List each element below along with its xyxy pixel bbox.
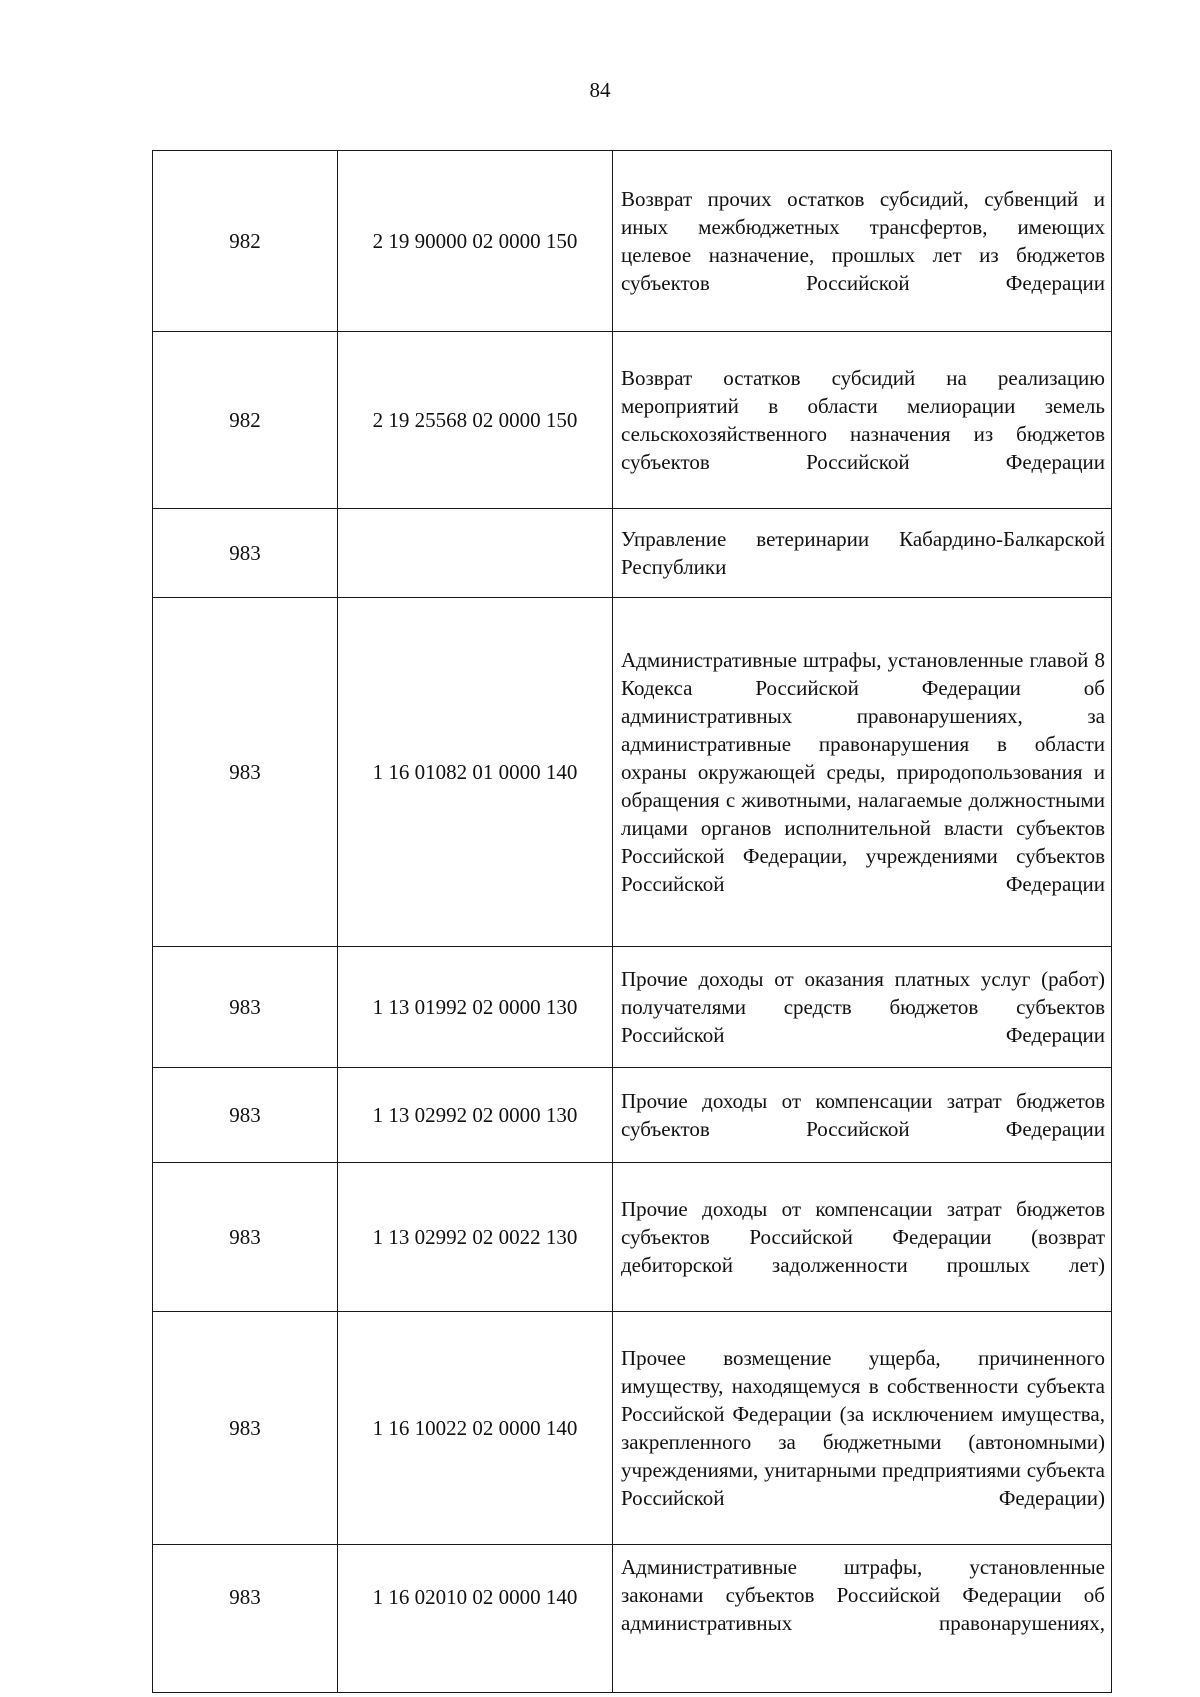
description-cell: Прочее возмещение ущерба, причиненного имуществу, находящемуся в собственности субъекта Российской Федерации (за исключением имущества, закрепленного за бюджетными (автономными) учреждениями, унитарными предприятиями субъекта Российской Федерации)	[613, 1312, 1112, 1545]
description-cell: Прочие доходы от компенсации затрат бюджетов субъектов Российской Федерации	[613, 1068, 1112, 1163]
table-row	[153, 151, 1112, 332]
budget-classification-table	[152, 150, 1112, 1693]
revenue-code-cell: 1 16 10022 02 0000 140	[338, 1312, 613, 1545]
admin-code-cell: 983	[153, 509, 338, 598]
table-row	[153, 509, 1112, 598]
description-cell: Прочие доходы от компенсации затрат бюджетов субъектов Российской Федерации (возврат дебиторской задолженности прошлых лет)	[613, 1163, 1112, 1312]
description-cell: Возврат прочих остатков субсидий, субвенций и иных межбюджетных трансфертов, имеющих целевое назначение, прошлых лет из бюджетов субъектов Российской Федерации	[613, 151, 1112, 332]
table-row	[153, 1312, 1112, 1545]
revenue-code-cell: 1 13 01992 02 0000 130	[338, 947, 613, 1068]
admin-code-cell: 983	[153, 947, 338, 1068]
description-cell: Административные штрафы, установленные законами субъектов Российской Федерации об административных правонарушениях,	[613, 1545, 1112, 1693]
description-cell: Прочие доходы от оказания платных услуг (работ) получателями средств бюджетов субъектов Российской Федерации	[613, 947, 1112, 1068]
table-row	[153, 947, 1112, 1068]
description-cell: Управление ветеринарии Кабардино-Балкарской Республики	[613, 509, 1112, 598]
admin-code-cell: 983	[153, 1545, 338, 1693]
table-row	[153, 332, 1112, 509]
revenue-code-cell: 1 13 02992 02 0022 130	[338, 1163, 613, 1312]
description-cell: Возврат остатков субсидий на реализацию мероприятий в области мелиорации земель сельскохозяйственного назначения из бюджетов субъектов Российской Федерации	[613, 332, 1112, 509]
revenue-code-cell: 2 19 25568 02 0000 150	[338, 332, 613, 509]
admin-code-cell: 983	[153, 1163, 338, 1312]
revenue-code-cell: 1 16 01082 01 0000 140	[338, 598, 613, 947]
table-row	[153, 1068, 1112, 1163]
admin-code-cell: 982	[153, 151, 338, 332]
table-row	[153, 1545, 1112, 1693]
description-cell: Административные штрафы, установленные главой 8 Кодекса Российской Федерации об административных правонарушениях, за административные правонарушения в области охраны окружающей среды, природопользования и обращения с животными, налагаемые должностными лицами органов исполнительной власти субъектов Российской Федерации, учреждениями субъектов Российской Федерации	[613, 598, 1112, 947]
revenue-code-cell: 1 16 02010 02 0000 140	[338, 1545, 613, 1693]
admin-code-cell: 983	[153, 598, 338, 947]
admin-code-cell: 983	[153, 1312, 338, 1545]
page-number: 84	[589, 78, 611, 102]
table-row	[153, 1163, 1112, 1312]
revenue-code-cell: 1 13 02992 02 0000 130	[338, 1068, 613, 1163]
revenue-code-cell	[338, 509, 613, 598]
admin-code-cell: 983	[153, 1068, 338, 1163]
revenue-code-cell: 2 19 90000 02 0000 150	[338, 151, 613, 332]
admin-code-cell: 982	[153, 332, 338, 509]
table-row	[153, 598, 1112, 947]
